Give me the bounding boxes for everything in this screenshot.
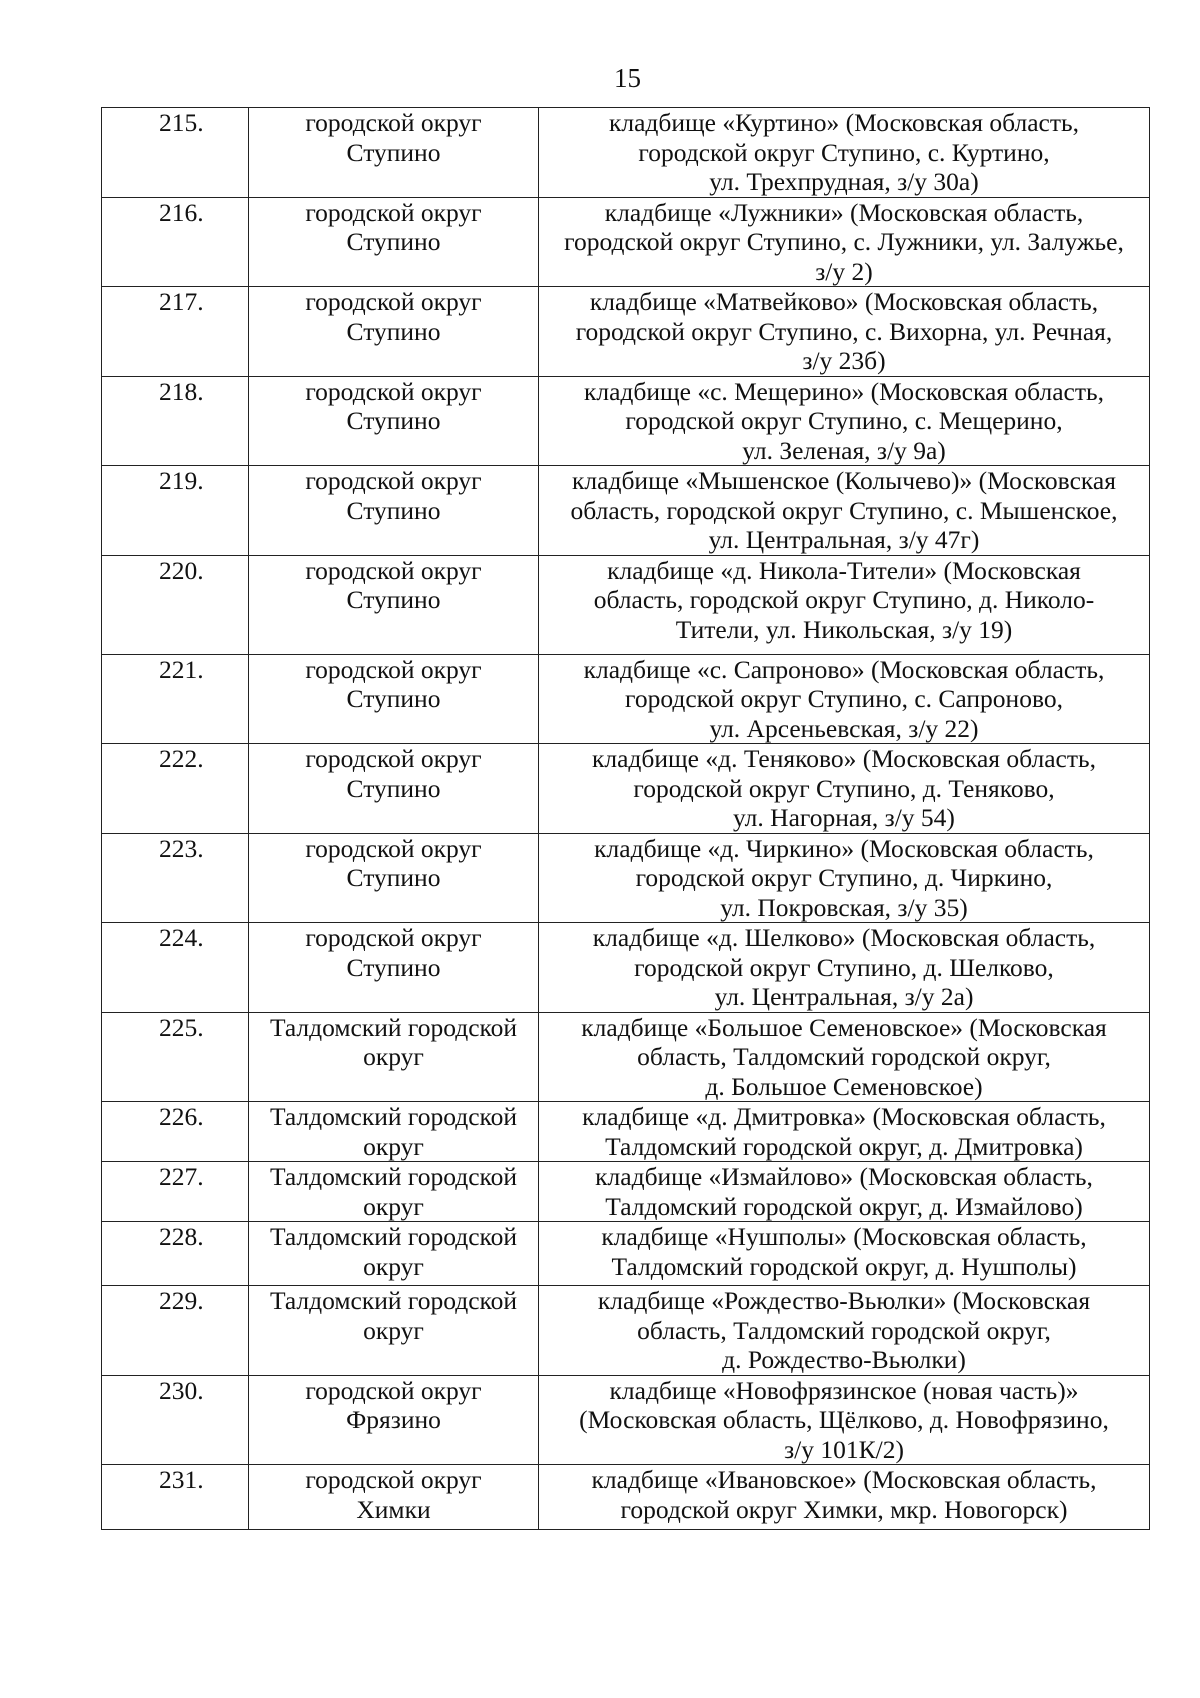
- cemetery-description-line: Тители, ул. Никольская, з/у 19): [675, 614, 1013, 644]
- cemetery-description-cell: [539, 466, 1150, 556]
- municipality-cell: [249, 1162, 539, 1222]
- cemetery-description-cell: [539, 744, 1150, 834]
- municipality-line: округ: [363, 1251, 424, 1281]
- table-row: [102, 555, 1150, 654]
- cemetery-description-line: ул. Зеленая, з/у 9а): [742, 435, 946, 465]
- municipality-line: Ступино: [346, 406, 441, 435]
- cemetery-description-cell: [539, 923, 1150, 1013]
- municipality-cell: [249, 833, 539, 923]
- table-row: [102, 923, 1150, 1013]
- municipality-line: городской округ: [305, 1375, 482, 1405]
- cemetery-description-line: д. Большое Семеновское): [705, 1071, 983, 1101]
- row-number: 217.: [102, 287, 249, 377]
- cemetery-description-line: кладбище «Большое Семеновское» (Московская: [581, 1012, 1107, 1042]
- table-row: [102, 1222, 1150, 1286]
- municipality-cell: [249, 1286, 539, 1376]
- municipality-cell: [249, 923, 539, 1013]
- cemetery-description-line: городской округ Ступино, с. Мещерино,: [625, 406, 1063, 435]
- cemetery-description-cell: [539, 555, 1150, 654]
- municipality-line: округ: [363, 1315, 424, 1345]
- cemetery-description-line: городской округ Ступино, с. Куртино,: [638, 137, 1050, 167]
- cemetery-description-cell: [539, 1222, 1150, 1286]
- municipality-cell: [249, 654, 539, 744]
- cemetery-description-line: кладбище «Ивановское» (Московская область,: [591, 1465, 1097, 1494]
- cemetery-description-line: д. Рождество-Вьюлки): [722, 1345, 966, 1374]
- table-row: [102, 1375, 1150, 1465]
- municipality-line: Талдомский городской: [269, 1286, 518, 1315]
- municipality-cell: [249, 744, 539, 834]
- cemetery-description-line: область, городской округ Ступино, с. Мышенское,: [570, 495, 1118, 525]
- cemetery-description-line: городской округ Ступино, с. Лужники, ул. Залужье,: [564, 227, 1124, 256]
- cemetery-description-line: ул. Покровская, з/у 35): [720, 892, 968, 922]
- table-body: [102, 108, 1150, 1530]
- municipality-line: Химки: [356, 1494, 431, 1524]
- row-number: 224.: [102, 923, 249, 1013]
- municipality-line: Ступино: [346, 585, 441, 614]
- cemetery-description-line: ул. Трехпрудная, з/у 30а): [709, 167, 979, 196]
- municipality-cell: [249, 1102, 539, 1162]
- table-row: [102, 1465, 1150, 1530]
- municipality-line: городской округ: [305, 744, 482, 773]
- cemetery-description-line: городской округ Химки, мкр. Новогорск): [620, 1494, 1068, 1524]
- row-number: 221.: [102, 654, 249, 744]
- municipality-line: Ступино: [346, 137, 441, 167]
- municipality-line: городской округ: [305, 376, 482, 406]
- municipality-line: округ: [363, 1131, 424, 1161]
- cemetery-description-line: кладбище «Измайлово» (Московская область,: [595, 1162, 1093, 1191]
- cemetery-description-line: кладбище «д. Теняково» (Московская область,: [591, 744, 1097, 773]
- municipality-line: Ступино: [346, 495, 441, 525]
- row-number: 230.: [102, 1375, 249, 1465]
- row-number: 229.: [102, 1286, 249, 1376]
- municipality-line: Талдомский городской: [269, 1162, 518, 1191]
- cemetery-description-line: з/у 23б): [802, 346, 886, 375]
- row-number: 231.: [102, 1465, 249, 1530]
- cemetery-description-line: кладбище «с. Мещерино» (Московская область,: [583, 376, 1104, 406]
- municipality-line: городской округ: [305, 833, 482, 863]
- cemetery-description-line: кладбище «д. Чиркино» (Московская область,: [594, 833, 1094, 863]
- municipality-cell: [249, 376, 539, 466]
- cemetery-description-line: область, Талдомский городской округ,: [637, 1042, 1051, 1071]
- page-number: 15: [614, 63, 641, 93]
- row-number: 222.: [102, 744, 249, 834]
- row-number: 228.: [102, 1222, 249, 1286]
- cemetery-description-line: кладбище «Куртино» (Московская область,: [609, 108, 1079, 137]
- municipality-cell: [249, 1375, 539, 1465]
- municipality-line: Талдомский городской: [269, 1102, 518, 1131]
- row-number: 215.: [102, 108, 249, 198]
- cemetery-description-line: кладбище «Мышенское (Колычево)» (Московская: [572, 466, 1116, 495]
- table-row: [102, 466, 1150, 556]
- cemetery-description-cell: [539, 1162, 1150, 1222]
- cemetery-description-line: ул. Арсеньевская, з/у 22): [709, 713, 979, 743]
- cemetery-description-line: городской округ Ступино, д. Чиркино,: [635, 863, 1053, 892]
- cemetery-description-line: ул. Центральная, з/у 2а): [714, 982, 974, 1011]
- table-row: [102, 1286, 1150, 1376]
- municipality-line: округ: [363, 1042, 424, 1071]
- municipality-line: городской округ: [305, 1465, 482, 1494]
- municipality-cell: [249, 1222, 539, 1286]
- cemetery-description-line: Талдомский городской округ, д. Дмитровка): [605, 1131, 1083, 1161]
- municipality-line: Ступино: [346, 316, 441, 346]
- table-row: [102, 744, 1150, 834]
- table-row: [102, 287, 1150, 377]
- municipality-line: городской округ: [305, 466, 482, 495]
- cemetery-description-line: Талдомский городской округ, д. Измайлово): [605, 1191, 1083, 1221]
- cemetery-description-line: область, Талдомский городской округ,: [637, 1315, 1051, 1345]
- cemetery-description-line: кладбище «Рождество-Вьюлки» (Московская: [597, 1286, 1091, 1315]
- cemetery-description-line: ул. Центральная, з/у 47г): [708, 525, 980, 554]
- cemetery-description-cell: [539, 654, 1150, 744]
- cemetery-description-cell: [539, 197, 1150, 287]
- municipality-line: городской округ: [305, 923, 482, 952]
- cemetery-description-line: кладбище «с. Сапроново» (Московская область,: [583, 654, 1105, 684]
- municipality-line: Ступино: [346, 863, 441, 892]
- table-row: [102, 108, 1150, 198]
- table-row: [102, 197, 1150, 287]
- municipality-line: Талдомский городской: [269, 1012, 518, 1042]
- table-row: [102, 1012, 1150, 1102]
- table-row: [102, 376, 1150, 466]
- cemetery-description-line: з/у 2): [815, 256, 873, 286]
- cemetery-description-cell: [539, 833, 1150, 923]
- cemetery-description-cell: [539, 1102, 1150, 1162]
- municipality-line: Талдомский городской: [269, 1222, 518, 1251]
- municipality-line: Ступино: [346, 684, 441, 713]
- cemetery-description-line: городской округ Ступино, с. Вихорна, ул. Речная,: [575, 316, 1113, 346]
- cemetery-description-cell: [539, 287, 1150, 377]
- cemetery-description-line: кладбище «д. Никола-Тители» (Московская: [607, 555, 1081, 585]
- row-number: 219.: [102, 466, 249, 556]
- row-number: 218.: [102, 376, 249, 466]
- cemetery-description-line: кладбище «Матвейково» (Московская область,: [589, 287, 1099, 316]
- cemetery-description-line: городской округ Ступино, д. Теняково,: [633, 773, 1055, 803]
- cemetery-description-line: ул. Нагорная, з/у 54): [733, 803, 955, 832]
- municipality-line: Ступино: [346, 952, 441, 982]
- cemetery-description-cell: [539, 376, 1150, 466]
- cemetery-description-cell: [539, 108, 1150, 198]
- table-row: [102, 654, 1150, 744]
- municipality-line: городской округ: [305, 108, 482, 137]
- cemetery-description-line: кладбище «д. Шелково» (Московская область,: [592, 923, 1096, 952]
- municipality-line: Ступино: [346, 227, 441, 256]
- municipality-cell: [249, 108, 539, 198]
- cemetery-table: [101, 107, 1150, 1530]
- municipality-cell: [249, 466, 539, 556]
- cemetery-description-line: Талдомский городской округ, д. Нушполы): [611, 1251, 1077, 1281]
- municipality-line: Фрязино: [346, 1405, 441, 1434]
- municipality-line: городской округ: [305, 287, 482, 316]
- table-row: [102, 833, 1150, 923]
- cemetery-description-line: кладбище «Лужники» (Московская область,: [604, 197, 1084, 227]
- cemetery-description-line: кладбище «д. Дмитровка» (Московская область,: [582, 1102, 1106, 1131]
- row-number: 223.: [102, 833, 249, 923]
- cemetery-description-line: (Московская область, Щёлково, д. Новофрязино,: [579, 1405, 1109, 1434]
- cemetery-description-line: городской округ Ступино, д. Шелково,: [634, 952, 1054, 982]
- row-number: 226.: [102, 1102, 249, 1162]
- municipality-cell: [249, 555, 539, 654]
- cemetery-description-line: кладбище «Новофрязинское (новая часть)»: [609, 1375, 1079, 1405]
- municipality-cell: [249, 1465, 539, 1530]
- cemetery-description-cell: [539, 1465, 1150, 1530]
- municipality-cell: [249, 1012, 539, 1102]
- cemetery-description-line: область, городской округ Ступино, д. Николо-: [593, 585, 1095, 614]
- table-row: [102, 1102, 1150, 1162]
- municipality-line: округ: [363, 1191, 424, 1221]
- cemetery-description-cell: [539, 1286, 1150, 1376]
- municipality-cell: [249, 287, 539, 377]
- table-row: [102, 1162, 1150, 1222]
- row-number: 225.: [102, 1012, 249, 1102]
- municipality-line: городской округ: [305, 197, 482, 227]
- municipality-line: городской округ: [305, 555, 482, 585]
- cemetery-description-line: з/у 101К/2): [784, 1434, 904, 1464]
- cemetery-description-line: кладбище «Нушполы» (Московская область,: [601, 1222, 1087, 1251]
- row-number: 220.: [102, 555, 249, 654]
- municipality-cell: [249, 197, 539, 287]
- municipality-line: Ступино: [346, 773, 441, 803]
- cemetery-description-cell: [539, 1012, 1150, 1102]
- cemetery-description-cell: [539, 1375, 1150, 1465]
- row-number: 216.: [102, 197, 249, 287]
- row-number: 227.: [102, 1162, 249, 1222]
- cemetery-description-line: городской округ Ступино, с. Сапроново,: [625, 684, 1063, 713]
- municipality-line: городской округ: [305, 654, 482, 684]
